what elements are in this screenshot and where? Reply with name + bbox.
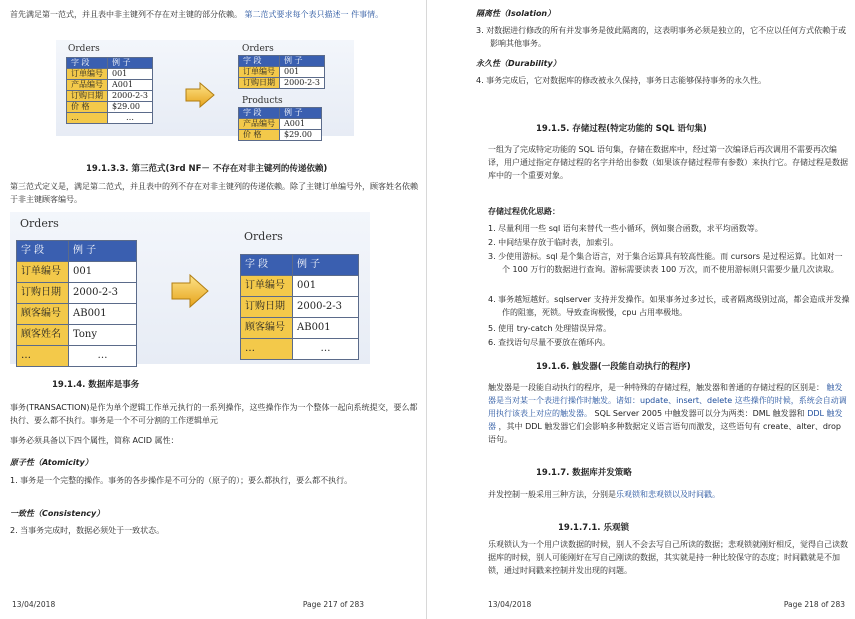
durability-item: 4. 事务完成后，它对数据库的修改被永久保持，事务日志能够保持事务的永久性。 — [476, 76, 767, 85]
right-arrow-icon — [170, 274, 210, 308]
atomicity-title: 原子性（Atomicity） — [10, 458, 93, 467]
fig1-left-cell: $29.00 — [108, 102, 153, 113]
fig1-r2-cell: A001 — [280, 119, 322, 130]
paragraph-optimistic-lock: 乐观锁认为一个用户读数据的时候，别人不会去写自己所读的数据；悲观锁就刚好相反，觉得自己读数据库的时候，别人可能刚好在写自己刚读的数据，其实就是持一种比较保守的态度；时间戳就是不加锁，通过时间戳来控制并发出现的问题。 — [488, 540, 848, 575]
fig1-r2-cell: $29.00 — [280, 130, 322, 141]
fig1-r2-head-field: 字 段 — [239, 108, 280, 119]
paragraph-stored-procedure: 一组为了完成特定功能的 SQL 语句集，存储在数据库中，经过第一次编译后再次调用不需要再次编译，用户通过指定存储过程的名字并给出参数（如果该存储过程带有参数）来执行它。存储过程是数据库中的一个重要对象。 — [488, 145, 848, 180]
optimization-item: 6. 查找语句尽量不要放在循环内。 — [488, 338, 611, 347]
fig2-left-cell: AB001 — [69, 304, 137, 325]
fig1-right-products-title: Products — [242, 96, 283, 106]
intro-text: 首先满足第一范式，并且表中非主键列不存在对主键的部分依赖。 — [10, 10, 242, 19]
trigger-text-2: SQL Server 2005 中触发器可以分为两类：DML 触发器和 — [594, 409, 805, 418]
footer-date: 13/04/2018 — [488, 600, 532, 609]
fig2-right-table — [240, 254, 359, 360]
fig2-left-cell: 顾客编号 — [17, 304, 69, 325]
fig1-left-cell: 价 格 — [67, 102, 108, 113]
footer-date: 13/04/2018 — [12, 600, 56, 609]
fig1-left-title: Orders — [68, 44, 100, 54]
fig2-left-title: Orders — [20, 217, 59, 230]
trigger-ddl-text: DDL 触发器 — [488, 409, 843, 431]
fig2-left-table — [16, 240, 137, 367]
fig1-r2-head-example: 例 子 — [280, 108, 322, 119]
fig1-left-cell: 产品编号 — [67, 80, 108, 91]
fig2-left-head-example: 例 子 — [69, 241, 137, 262]
fig1-right-orders-title: Orders — [242, 44, 274, 54]
fig1-right-orders-table — [238, 55, 325, 89]
concurrency-text: 并发控制一般采用三种方法，分别是 — [488, 490, 616, 499]
fig2-right-cell: 2000-2-3 — [293, 297, 359, 318]
fig2-left-cell: 001 — [69, 262, 137, 283]
isolation-item: 3. 对数据进行修改的所有并发事务是彼此隔离的，这表明事务必须是独立的，它不应以任何方式依赖于或影响其他事务。 — [476, 26, 847, 48]
fig1-r1-cell: 订单编号 — [239, 67, 280, 78]
optimization-item: 3. 少使用游标。sql 是个集合语言，对于集合运算具有较高性能。而 cursors 是过程运算。比如对一个 100 万行的数据进行查询。游标需要读表 100 万次，而不使用游标则只需要少量几次读取。 — [488, 252, 843, 274]
fig2-right-head-example: 例 子 — [293, 255, 359, 276]
fig2-right-cell: 订购日期 — [241, 297, 293, 318]
section-heading-optimistic-lock: 19.1.7.1. 乐观锁 — [558, 523, 629, 533]
intro-link-text: 第二范式要求每个表只描述一 — [244, 10, 349, 19]
footer-page-number: Page 218 of 283 — [783, 600, 845, 609]
consistency-item: 2. 当事务完成时，数据必须处于一致状态。 — [10, 526, 165, 535]
fig1-left-cell: A001 — [108, 80, 153, 91]
section-heading-transaction: 19.1.4. 数据库是事务 — [52, 380, 140, 390]
fig2-left-head-field: 字 段 — [17, 241, 69, 262]
fig1-r1-cell: 001 — [280, 67, 325, 78]
optimization-item: 1. 尽量利用一些 sql 语句来替代一些小循环，例如聚合函数，求平均函数等。 — [488, 224, 763, 233]
section-heading-stored-procedure: 19.1.5. 存储过程(特定功能的 SQL 语句集) — [536, 124, 707, 134]
fig1-left-cell: … — [108, 113, 153, 124]
fig1-left-head-example: 例 子 — [108, 58, 153, 69]
fig1-left-cell: 001 — [108, 69, 153, 80]
fig1-r1-cell: 订购日期 — [239, 78, 280, 89]
figure-3nf — [10, 212, 370, 364]
paragraph-transaction: 事务(TRANSACTION)是作为单个逻辑工作单元执行的一系列操作，这些操作作为一个整体一起向系统提交，要么都执行、要么都不执行。事务是一个不可分割的工作逻辑单元 — [10, 403, 418, 425]
fig2-right-cell: … — [241, 339, 293, 360]
fig2-left-cell: 订单编号 — [17, 262, 69, 283]
document-page-left — [0, 0, 427, 619]
fig2-left-cell: Tony — [69, 325, 137, 346]
fig2-right-head-field: 字 段 — [241, 255, 293, 276]
optimization-title: 存储过程优化思路： — [488, 207, 560, 216]
fig1-r2-cell: 价 格 — [239, 130, 280, 141]
consistency-title: 一致性（Consistency） — [10, 509, 105, 518]
intro-link-text-2: 件事情。 — [351, 10, 384, 19]
fig1-left-cell: … — [67, 113, 108, 124]
fig1-left-head-field: 字 段 — [67, 58, 108, 69]
paragraph-3nf: 第三范式定义是，满足第二范式，并且表中的列不存在对非主键列的传递依赖。除了主键订单编号外，顾客姓名依赖于非主键顾客编号。 — [10, 182, 418, 204]
trigger-text-3: ，其中 DDL 触发器它们会影响多种数据定义语言语句而激发，这些语句有 create、alter、drop 语句。 — [488, 422, 841, 444]
paragraph-trigger — [488, 381, 850, 446]
footer-page-number: Page 217 of 283 — [302, 600, 364, 609]
fig1-r1-head-example: 例 子 — [280, 56, 325, 67]
fig1-left-cell: 订单编号 — [67, 69, 108, 80]
paragraph-acid-intro: 事务必须具备以下四个属性，简称 ACID 属性： — [10, 436, 179, 445]
section-heading-concurrency: 19.1.7. 数据库并发策略 — [536, 468, 632, 478]
fig2-left-cell: 订购日期 — [17, 283, 69, 304]
fig1-left-cell: 2000-2-3 — [108, 91, 153, 102]
isolation-title: 隔离性（Isolation） — [476, 9, 556, 18]
trigger-link-text: 触发器是当对某一个表进行操作时触发。诸如：update、insert、delete 这些操作的时候，系统会自动调用执行该表上对应的触发器。 — [488, 383, 847, 418]
fig2-right-title: Orders — [244, 230, 283, 243]
paragraph-concurrency — [488, 488, 850, 501]
fig2-left-cell: … — [17, 346, 69, 367]
document-page-right — [428, 0, 855, 619]
optimization-item: 5. 使用 try-catch 处理错误异常。 — [488, 324, 612, 333]
fig2-left-cell: … — [69, 346, 137, 367]
intro-paragraph — [10, 8, 420, 21]
fig1-r1-cell: 2000-2-3 — [280, 78, 325, 89]
fig2-left-cell: 顾客姓名 — [17, 325, 69, 346]
optimization-item: 2. 中间结果存放于临时表，加索引。 — [488, 238, 619, 247]
durability-title: 永久性（Durability） — [476, 59, 561, 68]
fig1-left-cell: 订购日期 — [67, 91, 108, 102]
fig2-right-cell: AB001 — [293, 318, 359, 339]
concurrency-link-text: 乐观锁和悲观锁以及时间戳。 — [616, 490, 720, 499]
fig1-left-table — [66, 57, 153, 124]
optimization-item: 4. 事务越短越好。sqlserver 支持并发操作。如果事务过多过长，或者隔离级别过高，都会造成并发操作的阻塞，死锁。导致查询极慢，cpu 占用率极地。 — [488, 295, 850, 317]
atomicity-item: 1. 事务是一个完整的操作。事务的各步操作是不可分的（原子的）；要么都执行，要么都不执行。 — [10, 476, 353, 485]
section-heading-3nf: 19.1.3.3. 第三范式(3rd NF－ 不存在对非主键列的传递依赖) — [86, 164, 328, 174]
section-heading-trigger: 19.1.6. 触发器(一段能自动执行的程序) — [536, 362, 691, 372]
fig2-left-cell: 2000-2-3 — [69, 283, 137, 304]
fig1-right-products-table — [238, 107, 322, 141]
fig1-r1-head-field: 字 段 — [239, 56, 280, 67]
fig2-right-cell: 订单编号 — [241, 276, 293, 297]
fig2-right-cell: 001 — [293, 276, 359, 297]
trigger-text: 触发器是一段能自动执行的程序，是一种特殊的存储过程，触发器和普通的存储过程的区别是： — [488, 383, 824, 392]
fig2-right-cell: … — [293, 339, 359, 360]
figure-2nf — [56, 40, 354, 139]
fig2-right-cell: 顾客编号 — [241, 318, 293, 339]
fig1-r2-cell: 产品编号 — [239, 119, 280, 130]
right-arrow-icon — [184, 82, 216, 108]
